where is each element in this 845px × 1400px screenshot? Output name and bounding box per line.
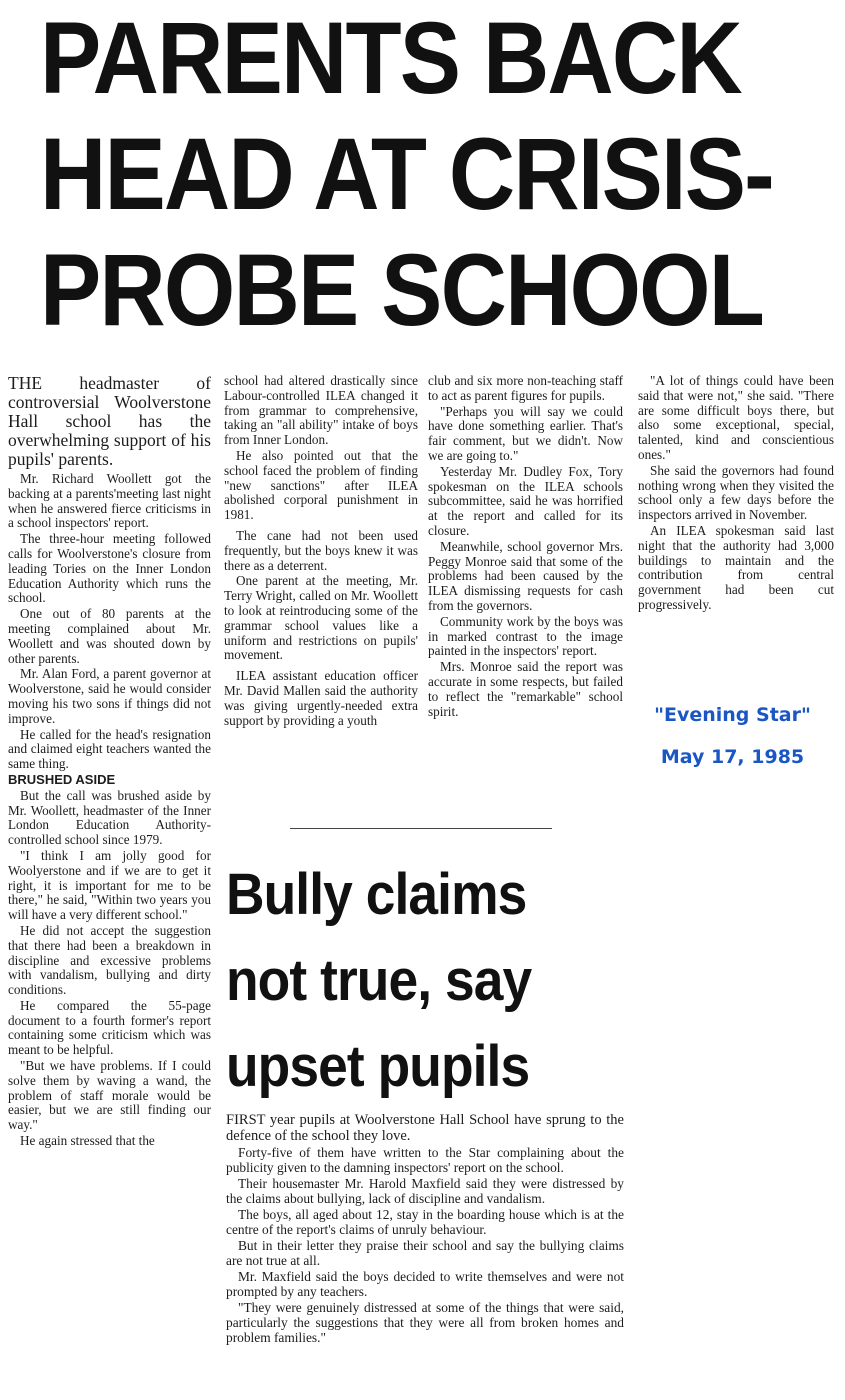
paragraph: Mrs. Monroe said the report was accurate in some respects, but failed to reflect the "remarkable" school spirit. [428, 659, 623, 719]
paragraph: ILEA assistant education officer Mr. David Mallen said the authority was giving urgently-needed extra support by providing a youth [224, 668, 418, 728]
article-column-3 [428, 374, 623, 720]
paragraph: He called for the head's resignation and claimed eight teachers wanted the same thing. [8, 726, 211, 772]
paragraph: She said the governors had found nothing wrong when they visited the school only a few days before the inspectors arrived in November. [638, 462, 834, 523]
article-column-2 [224, 374, 418, 729]
article-column-1 [8, 374, 211, 1150]
lead-paragraph: FIRST year pupils at Woolverstone Hall School have sprung to the defence of the school they love. [226, 1112, 624, 1144]
headline-line: PARENTS BACK [40, 1, 741, 115]
paragraph: "Perhaps you will say we could have done something earlier. That's fair comment, but we didn't. Now we are going to." [428, 403, 623, 463]
paragraph: Mr. Richard Woollett got the backing at a parents'meeting last night when he answered fierce criticisms in a school inspectors' report. [8, 471, 211, 531]
paragraph: Meanwhile, school governor Mrs. Peggy Monroe said that some of the problems had been caused by the ILEA dismissing requests for cash from the governors. [428, 538, 623, 613]
paragraph: The three-hour meeting followed calls for Woolverstone's closure from leading Tories on the Inner London Education Authority which runs the school. [8, 531, 211, 606]
second-headline [226, 852, 612, 1110]
paragraph: One parent at the meeting, Mr. Terry Wright, called on Mr. Woollett to look at reintroducing some of the grammar school values like a uniform and restrictions on pupils' movement. [224, 573, 418, 663]
paragraph: club and six more non-teaching staff to act as parent figures for pupils. [428, 373, 623, 403]
paragraph: Their housemaster Mr. Harold Maxfield said they were distressed by the claims about bullying, lack of discipline and vandalism. [226, 1176, 624, 1206]
paragraph: "They were genuinely distressed at some of the things that were said, particularly the suggestions that they were all from broken homes and problem families." [226, 1300, 624, 1345]
source-date: May 17, 1985 [660, 746, 805, 768]
paragraph: He again stressed that the [20, 1133, 155, 1149]
paragraph: school had altered drastically since Labour-controlled ILEA changed it from grammar to comprehensive, taking an "all ability" intake of boys from Inner London. [224, 373, 418, 448]
headline-line: HEAD AT CRISIS- [40, 117, 773, 231]
headline-line: PROBE SCHOOL [40, 233, 764, 347]
headline-line: not true, say [226, 948, 532, 1013]
headline-line: upset pupils [226, 1034, 530, 1099]
paragraph: He did not accept the suggestion that there had been a breakdown in discipline and excessive problems with vandalism, bullying and dirty conditions. [8, 922, 211, 998]
paragraph: One out of 80 parents at the meeting complained about Mr. Woollett and was shouted down by other parents. [8, 606, 211, 666]
lead-paragraph: THE headmaster of controversial Woolverstone Hall school has the overwhelming support of his pupils' parents. [8, 373, 211, 469]
main-headline [40, 0, 773, 348]
subheading: BRUSHED ASIDE [8, 771, 116, 787]
paragraph: Community work by the boys was in marked contrast to the image painted in the inspectors' report. [428, 613, 623, 659]
paragraph: Mr. Alan Ford, a parent governor at Woolverstone, said he would consider moving his two sons if things did not improve. [8, 666, 211, 726]
paragraph: Yesterday Mr. Dudley Fox, Tory spokesman on the ILEA schools subcommittee, said he was horrified at the report and called for its closure. [428, 463, 623, 538]
paragraph: "But we have problems. If I could solve them by waving a wand, the problem of staff morale would be easier, but we are still finding our way." [8, 1058, 211, 1133]
paragraph: But the call was brushed aside by Mr. Woollett, headmaster of the Inner London Education Authority-controlled school since 1979. [8, 787, 211, 848]
paragraph: He also pointed out that the school faced the problem of finding "new sanctions" after ILEA abolished corporal punishment in 1981. [224, 447, 418, 523]
paragraph: "A lot of things could have been said that were not," she said. "There are some difficult boys there, but also some exceptional, special, talented, kind and conscientious ones." [638, 373, 834, 462]
second-article-body [226, 1112, 624, 1346]
paragraph: He compared the 55-page document to a fourth former's report containing some criticism which was meant to be helpful. [8, 997, 211, 1058]
paragraph: The cane had not been used frequently, but the boys knew it was there as a deterrent. [224, 527, 418, 573]
article-column-4 [638, 374, 834, 614]
paragraph: Forty-five of them have written to the Star complaining about the publicity given to the damning inspectors' report on the school. [226, 1145, 624, 1175]
paragraph: An ILEA spokesman said last night that the authority had 3,000 buildings to maintain and the contribution from central government had been cut progressively. [638, 522, 834, 612]
source-publication: "Evening Star" [654, 704, 811, 726]
divider-rule [290, 828, 552, 829]
paragraph: "I think I am jolly good for Woolyerstone and if we are to get it right, it is important for me to be there," he said, "Within two years you will have a very different school." [8, 847, 211, 923]
paragraph: Mr. Maxfield said the boys decided to write themselves and were not prompted by any teachers. [226, 1269, 624, 1299]
paragraph: The boys, all aged about 12, stay in the boarding house which is at the centre of the report's claims of unruly behaviour. [226, 1207, 624, 1237]
paragraph: But in their letter they praise their school and say the bullying claims are not true at all. [226, 1238, 624, 1268]
headline-line: Bully claims [226, 862, 527, 927]
